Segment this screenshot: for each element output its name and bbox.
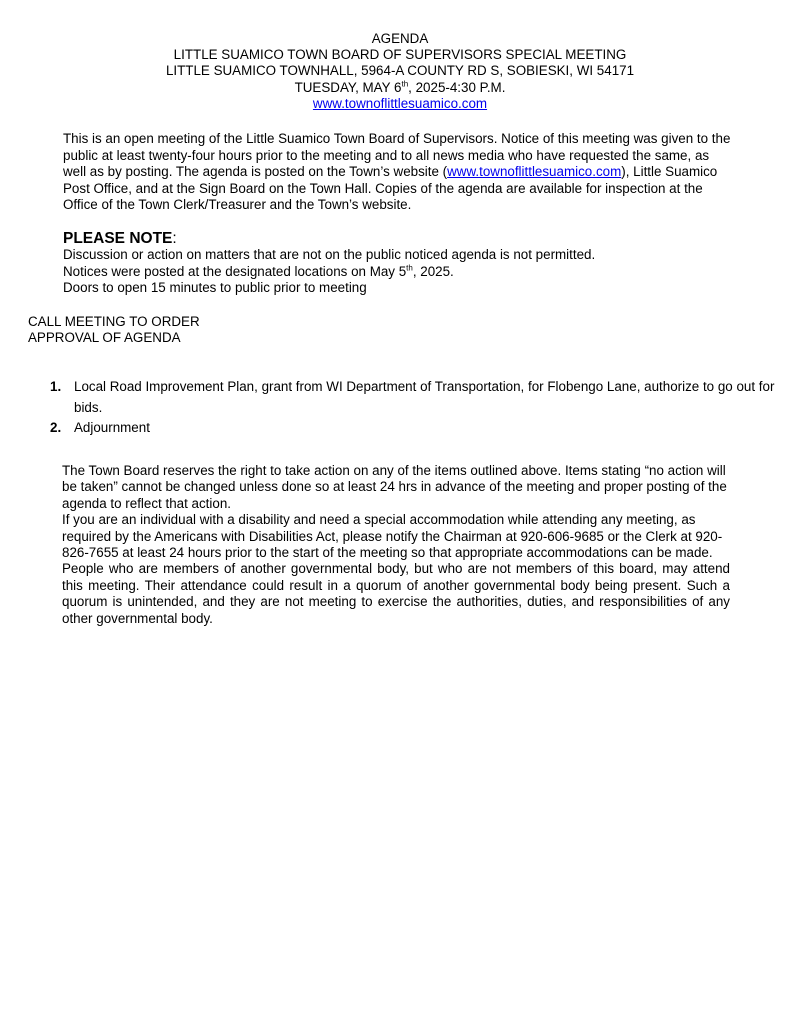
note-posted-post: , 2025. — [412, 263, 454, 279]
intro-text-2: ), Little Suamico Post Office, and at the Sign Board on the Town Hall. Copies of the agenda are available for inspection at the Office of the Town Clerk/Treasurer and the Town’s website. — [63, 164, 718, 212]
note-line: Doors to open 15 minutes to public prior to meeting — [63, 280, 367, 295]
approval-of-agenda: APPROVAL OF AGENDA — [28, 329, 181, 345]
action-notice: The Town Board reserves the right to take action on any of the items outlined above. Items stating “no action will be taken” cannot be changed unless done so at least 24 hrs in advance of the meeting and proper posting of the agenda to reflect that action. — [62, 463, 727, 511]
agenda-item — [50, 418, 780, 439]
order-of-business — [28, 314, 200, 345]
meeting-date-post: , 2025-4:30 P.M. — [408, 79, 506, 95]
meeting-date-sup: th — [401, 79, 409, 89]
call-to-order: CALL MEETING TO ORDER — [28, 314, 200, 329]
please-note-colon: : — [172, 230, 177, 247]
agenda-item — [50, 377, 780, 418]
meeting-date-pre: TUESDAY, MAY 6 — [294, 79, 402, 95]
quorum-notice: People who are members of another governmental body, but who are not members of this board, may attend this meeting. Their attendance could result in a quorum of another governmental body being present. Such a quorum is unintended, and they are not meeting to exercise the authorities, duties, and responsibilities of any other governmental body. — [62, 561, 730, 626]
agenda-header — [0, 31, 791, 112]
board-name: LITTLE SUAMICO TOWN BOARD OF SUPERVISORS SPECIAL MEETING — [173, 47, 627, 63]
intro-paragraph — [63, 131, 733, 214]
intro-text-1: This is an open meeting of the Little Suamico Town Board of Supervisors. Notice of this meeting was given to the public at least twenty-four hours prior to the meeting and to all news media who have requested the same, as well as by posting. The agenda is posted on the Town’s website ( — [63, 131, 731, 179]
agenda-item-number: 1. — [50, 379, 62, 394]
website-link[interactable]: www.townoflittlesuamico.com — [312, 95, 488, 111]
agenda-items — [50, 377, 780, 439]
note-line: Discussion or action on matters that are not on the public noticed agenda is not permitted. — [63, 247, 596, 262]
agenda-item-text: Local Road Improvement Plan, grant from WI Department of Transportation, for Flobengo Lane, authorize to go out for bids. — [74, 379, 775, 415]
disability-notice: If you are an individual with a disability and need a special accommodation while attending any meeting, as required by the Americans with Disabilities Act, please notify the Chairman at 920-606-9685 or the Clerk at 920-826-7655 at least 24 hours prior to the start of the meeting so that appropriate accommodations can be made. — [62, 512, 723, 561]
agenda-item-number: 2. — [50, 420, 62, 435]
please-note-title: PLEASE NOTE — [63, 230, 173, 247]
agenda-title: AGENDA — [371, 31, 429, 46]
meeting-address: LITTLE SUAMICO TOWNHALL, 5964-A COUNTY RD S, SOBIESKI, WI 54171 — [165, 63, 635, 79]
agenda-item-text: Adjournment — [74, 420, 150, 435]
note-posted-sup: th — [406, 263, 413, 273]
meeting-date — [0, 80, 791, 96]
intro-website-link[interactable]: www.townoflittlesuamico.com — [447, 164, 622, 179]
closing-notices — [62, 463, 730, 627]
please-note-heading — [63, 230, 177, 248]
note-posted-pre: Notices were posted at the designated locations on May 5 — [63, 263, 407, 279]
note-line — [63, 264, 743, 281]
please-note-list — [63, 247, 743, 297]
